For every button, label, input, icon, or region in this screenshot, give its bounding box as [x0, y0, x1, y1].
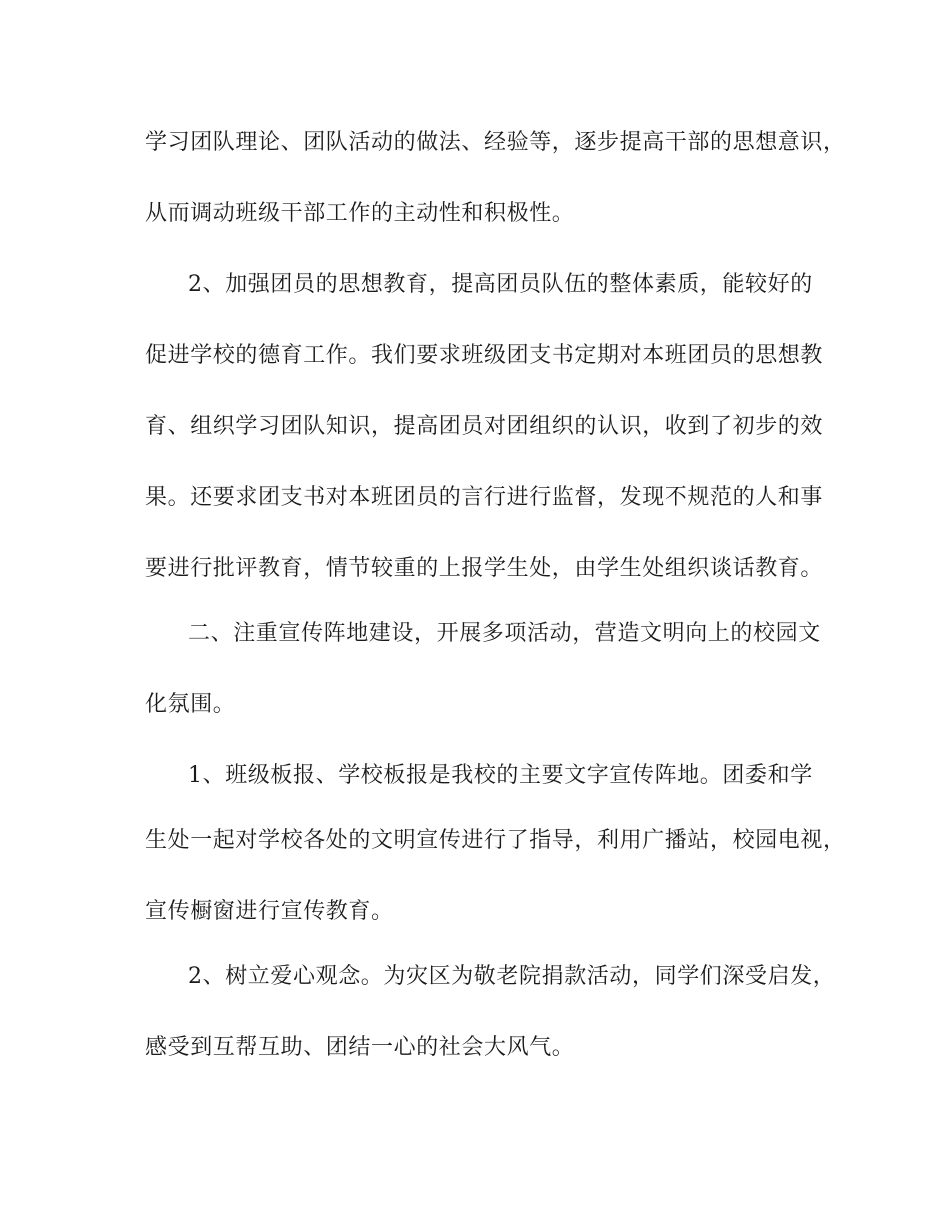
section-heading-line: 二、注重宣传阵地建设，开展多项活动，营造文明向上的校园文: [188, 621, 821, 646]
text-line: 促进学校的德育工作。我们要求班级团支书定期对本班团员的思想教: [145, 343, 824, 368]
text-line: 化氛围。: [145, 692, 236, 717]
text-line: 育、组织学习团队知识，提高团员对团组织的认识，收到了初步的效: [145, 414, 824, 439]
paragraph-start-line: 1、班级板报、学校板报是我校的主要文字宣传阵地。团委和学: [188, 763, 813, 788]
text-line: 从而调动班级干部工作的主动性和积极性。: [145, 201, 575, 226]
text-line: 生处一起对学校各处的文明宣传进行了指导，利用广播站，校园电视，: [145, 828, 846, 853]
paragraph-start-line: 2、加强团员的思想教育，提高团员队伍的整体素质，能较好的: [188, 272, 813, 297]
paragraph-start-line: 2、树立爱心观念。为灾区为敬老院捐款活动，同学们深受启发，: [188, 964, 836, 989]
text-line: 要进行批评教育，情节较重的上报学生处，由学生处组织谈话教育。: [145, 556, 824, 581]
text-line: 学习团队理论、团队活动的做法、经验等，逐步提高干部的思想意识，: [145, 130, 846, 155]
text-line: 果。还要求团支书对本班团员的言行进行监督，发现不规范的人和事: [145, 485, 824, 510]
text-line: 感受到互帮互助、团结一心的社会大风气。: [145, 1035, 575, 1060]
text-line: 宣传橱窗进行宣传教育。: [145, 899, 394, 924]
